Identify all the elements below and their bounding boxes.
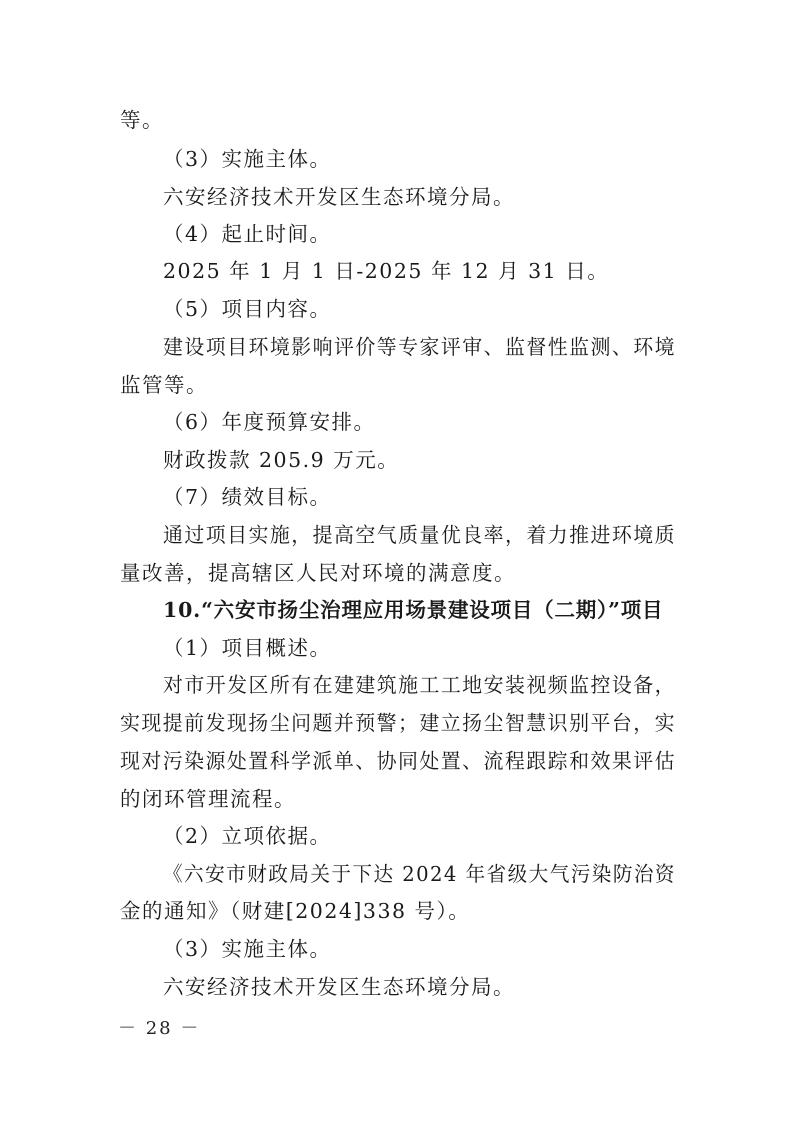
text-line: （3）实施主体。	[163, 937, 332, 961]
text-line: 监管等。	[120, 373, 208, 397]
text-line: 现对污染源处置科学派单、协同处置、流程跟踪和效果评估	[120, 749, 676, 773]
text-line: 财政拨款 205.9 万元。	[163, 448, 400, 472]
text-line: （1）项目概述。	[163, 636, 332, 660]
text-line: （4）起止时间。	[163, 222, 332, 246]
text-line: （5）项目内容。	[163, 297, 332, 321]
text-line: 《六安市财政局关于下达 2024 年省级大气污染防治资	[163, 862, 676, 886]
text-line: （6）年度预算安排。	[163, 410, 376, 434]
text-line: 对市开发区所有在建建筑施工工地安装视频监控设备，	[163, 673, 677, 697]
page-number: － 28 －	[118, 1018, 201, 1039]
text-line: 的闭环管理流程。	[120, 787, 296, 811]
section-heading: 10.“六安市扬尘治理应用场景建设项目（二期）”项目	[163, 598, 664, 622]
text-line: （3）实施主体。	[163, 147, 332, 171]
text-line: 六安经济技术开发区生态环境分局。	[163, 185, 515, 209]
text-line: 量改善，提高辖区人民对环境的满意度。	[120, 561, 516, 585]
text-line: （7）绩效目标。	[163, 485, 332, 509]
text-line: （2）立项依据。	[163, 824, 332, 848]
text-line: 等。	[120, 108, 164, 132]
text-line: 六安经济技术开发区生态环境分局。	[163, 975, 515, 999]
text-line: 2025 年 1 月 1 日-2025 年 12 月 31 日。	[163, 259, 610, 283]
text-line: 金的通知》（财建[2024]338 号）。	[120, 899, 471, 923]
text-line: 实现提前发现扬尘问题并预警；建立扬尘智慧识别平台，实	[120, 711, 676, 735]
text-line: 建设项目环境影响评价等专家评审、监督性监测、环境	[163, 335, 677, 359]
text-line: 通过项目实施，提高空气质量优良率，着力推进环境质	[163, 523, 677, 547]
